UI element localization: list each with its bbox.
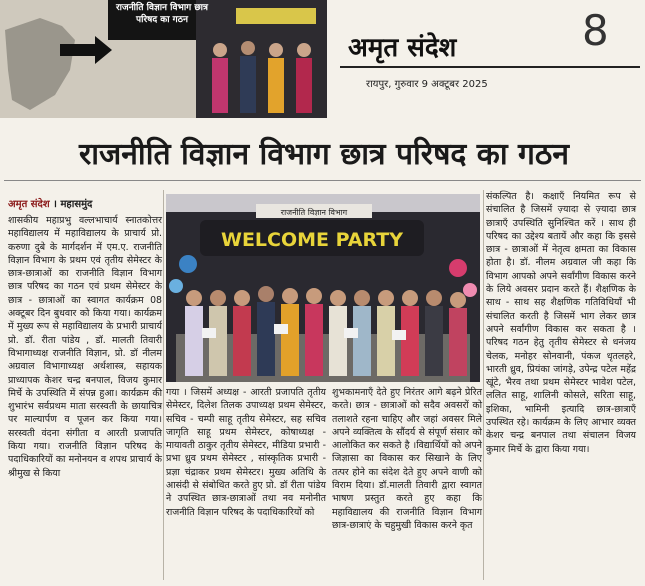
column-divider (163, 190, 164, 580)
article-column-4: संकल्पित है। कक्षाएँ नियमित रूप से संचालित है जिसमें ज़्यादा से ज़्यादा छात्र छात्राएँ उपस्थिति सुनिश्चित करें । साथ ही परिषद का उद्देश्य बतायें और कहा कि इससे छात्र - छात्राओं में नेतृत्व क्षमता का विकास होता है। डॉ. नीलम अग्रवाल जी कहा कि विभाग आपको अपने सर्वांगीण विकास करने के लिये अवसर प्रदान करते हैं। शैक्षणिक के साथ - साथ सह शैक्षणिक गतिविधियाँ भी संचालित करती है जिसमें भाग लेकर छात्र अपने सर्वांगीण विकास कर सकता है । परिषद गठन हेतु तृतीय सेमेस्टर से धनंजय चेलक, मनोहर सोनवानी, पंकज धृतलहरे, भारती ध्रुव, प्रियंका जांगड़े, उपेन्द्र पटेल महेंद्र खूंटे, भैरव तथा प्रथम सेमेस्टर भावेश पटेल, ललित साहू, शालिनी कोसले, सरिता साहू, इशिका, भामिनी इत्यादि छात्र-छात्राएँ उपस्थित रहे। कार्यक्रम के लिए आभार व्यक्त केशर चन्द्र बनपाल तथा संचालन विजय कुमार मिर्चे के द्वारा किया गया। (486, 191, 636, 455)
newspaper-masthead: अमृत संदेश (348, 33, 457, 63)
photo-banner-text: WELCOME PARTY (220, 229, 404, 251)
headline-rule (4, 180, 641, 181)
article-column-1: शासकीय महाप्रभु वल्लभाचार्य स्नातकोत्तर महाविद्यालय में महाविद्यालय के प्राचार्य प्रो. करुणा दुबे के मार्गदर्शन में एम.ए. राजनीति विज्ञान विभाग के प्रथम एवं तृतीय सेमेस्टर के छात्र-छात्राओं का राजनीति विज्ञान विभाग छात्र परिषद का गठन एवं प्रथम सेमेस्टर के छात्र - छात्राओं का स्वागत कार्यक्रम 08 अक्टूबर दिन बुधवार को किया गया। कार्यक्रम में मुख्य रूप से महाविद्यालय के प्रभारी प्राचार्य प्रो. डॉ. रीता पांडेय , डॉ. मालती तिवारी विभागाध्यक्ष राजनीति विज्ञान, प्रो. डॉ नीलम अग्रवाल विभागाध्यक्ष अर्थशास्त्र, सहायक प्राध्यापक केशर चन्द्र बनपाल, विजय कुमार मिर्चे के उपस्थिति में संपन्न हुआ। कार्यक्रम की शुभारंभ सर्वप्रथम माता सरस्वती के छायाचित्र पर माल्यार्पण व पूजन कर किया गया। सरस्वती वंदना संगीता व आरती प्रजापति किया गया। राजनीति विज्ञान परिषद के पदाधिकारियों का मनोनयन व शपथ प्राचार्य के श्रीमुख से किया (8, 215, 162, 479)
masthead-rule (340, 66, 640, 68)
article-column-3: शुभकामनाएँ देते हुए निरंतर आगे बढ़ने प्रेरित करते। छात्र - छात्राओं को सदैव अवसरों को तलाशते रहना चाहिए और जहां अवसर मिले अपने व्यक्तित्व के सौंदर्य से संपूर्ण संसार को आलोकित कर सकते है ।विद्यार्थियों को अपने जिज्ञासा का विकास कर सिखाने के लिए तत्पर होने का संदेश देते हुए अपने वाणी को विराम दिया। डॉ.मालती तिवारी द्वारा स्वागत भाषण प्रस्तुत करते हुए कहा कि महाविद्यालय की राजनीति विज्ञान विभाग छात्र-छात्राएं के चहुमुखी विकास करने कृत (332, 387, 482, 531)
article-photo-graphic (166, 194, 480, 382)
thumbnail-caption: राजनीति विज्ञान विभाग छात्र परिषद का गठन (116, 3, 208, 25)
article-column-2: गया । जिसमें अध्यक्ष - आरती प्रजापति तृतीय सेमेस्टर, दिलेश तिलक उपाध्यक्ष प्रथम सेमेस्टर, सचिव - चम्पी साहू तृतीय सेमेस्टर, सह सचिव जागृति साहू प्रथम सेमेस्टर, कोषाध्यक्ष - मायावती ठाकुर तृतीय सेमेस्टर, मीडिया प्रभारी - प्रभा ध्रुव प्रथम सेमेस्टर , सांस्कृतिक प्रभारी - प्रज्ञा चंद्राकर प्रथम सेमेस्टर। मुख्य अतिथि के आसंदी से संबोधित करते हुए प्रो. डॉ रीता पांडेय ने उपस्थित छात्र-छात्राओं तथा नव मनोनीत राजनीति विज्ञान परिषद के पदाधिकारियों को (166, 387, 326, 518)
dateline: रायपुर, गुरुवार 9 अक्टूबर 2025 (366, 79, 488, 90)
byline-place: महासमुंद (60, 199, 93, 210)
photo-board-text: राजनीति विज्ञान विभाग (280, 208, 348, 217)
article-headline: राजनीति विज्ञान विभाग छात्र परिषद का गठन (78, 137, 570, 172)
byline-separator: । (53, 199, 61, 210)
thumbnail-photo (0, 0, 327, 118)
column-divider (483, 190, 484, 580)
article-photo (166, 194, 480, 382)
page-number: 8 (582, 6, 609, 55)
byline (8, 196, 92, 210)
byline-source: अमृत संदेश (8, 199, 50, 210)
